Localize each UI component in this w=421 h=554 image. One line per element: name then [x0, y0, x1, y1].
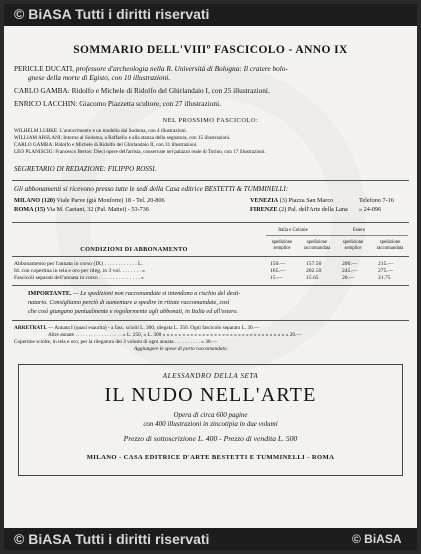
- summary-entry-author: PERICLE DUCATI,: [14, 64, 74, 73]
- next-issue-line-4: LEO PLANISCIG: Francesco Bertos: Dieci opere dell'artista, conservate nel palazzo reale di Torino, con 17 illustrazioni.: [14, 149, 266, 155]
- table-row-label: Abbonamento per l'annata in corso (IX) . . . . . . . . . . . . L.: [14, 261, 143, 267]
- summary-entry-author: ENRICO LACCHIN:: [14, 99, 78, 108]
- divider: [12, 222, 409, 223]
- table-cell: 150.—: [270, 261, 286, 267]
- table-row-label: Fascicoli separati dell'annata in corso . . . . . . . . . . . . . . . »: [14, 275, 144, 281]
- address-city: ROMA (15): [14, 206, 46, 213]
- watermark-text-top: © BiASA Tutti i diritti riservati: [14, 6, 210, 22]
- important-text: natario. Consigliamo perciò di aumentare a spedire in ritiate raccomandate, così: [28, 299, 230, 306]
- watermark-band-bottom: [4, 528, 417, 550]
- table-group-abroad: Estero: [352, 228, 366, 233]
- important-text: — Le spedizioni non raccomandate si intendono a rischio del desti-: [73, 290, 241, 297]
- important-note: [28, 290, 240, 297]
- document-page: [4, 4, 417, 550]
- table-cell: 20.—: [342, 275, 355, 281]
- book-description: con 400 illustrazioni in zincotipia in due volumi: [143, 420, 278, 428]
- divider: [12, 320, 409, 321]
- arretrati-line-2: Altre annate . . . . . . . . . . . . . . . . . . » L. 250, » L. 300 » » » » » » » » » » » » » » » » » » » » » » » » » » » » » » » » 20.—: [48, 332, 302, 338]
- table-row-label: Id. con copertina in tela e oro per rileg. in 3 vol. . . . . . . . »: [14, 268, 145, 274]
- table-cell: 21.75: [378, 275, 391, 281]
- secretary-line: SEGRETARIO DI REDAZIONE: FILIPPO ROSSI.: [14, 165, 157, 173]
- next-issue-line-3: CARLO GAMBA: Ridolfo e Michele di Ridolfo del Ghirlandaio II, con 31 illustrazioni.: [14, 142, 198, 148]
- book-author: ALESSANDRO DELLA SETA: [162, 372, 259, 380]
- table-rule: [12, 256, 409, 257]
- summary-entry-1: [14, 64, 288, 73]
- table-col-header: spedizione raccomandata: [376, 240, 404, 251]
- table-col-header: spedizione semplice: [342, 240, 364, 251]
- important-text: che così giungano puntualmente e regolarmente agli abbonati, in Italia ed all'estero.: [28, 308, 239, 315]
- next-issue-line-2: WILLIAM ARSLANI: Intorno al Sodoma, a Raffaello e alla stanza della segnatura, con 15 illustrazioni.: [14, 135, 231, 141]
- next-issue-heading: NEL PROSSIMO FASCICOLO:: [162, 117, 259, 124]
- address-venezia: [250, 197, 333, 204]
- address-firenze-tel: » 24-096: [359, 206, 382, 213]
- divider: [12, 180, 409, 181]
- table-col-header: spedizione semplice: [271, 240, 293, 251]
- important-label: IMPORTANTE.: [28, 290, 72, 297]
- arretrati-line-3: Copertine sciolte, in tela e oro, per la rilegatura dei 3 volumi di ogni annata . . . . . . . . . . » 30.—: [14, 339, 218, 345]
- summary-entry-text: Ridolfo e Michele di Ridolfo del Ghirlandaio I, con 25 illustrazioni.: [71, 86, 270, 95]
- table-rule: [12, 285, 409, 286]
- watermark-band-top: [4, 4, 417, 26]
- table-title: CONDIZIONI DI ABBONAMENTO: [80, 246, 188, 253]
- book-price: Prezzo di sottoscrizione L. 400 - Prezzo di vendita L. 500: [123, 434, 298, 443]
- table-cell: 275.—: [378, 268, 394, 274]
- address-street: (3) Piazza San Marco: [279, 197, 334, 204]
- summary-entry-2: [14, 86, 270, 95]
- table-cell: 157.50: [306, 261, 322, 267]
- next-issue-line-1: WILHELM LUBKE: L'antocrimento e un modello dal Sodoma, con 4 illustrazioni.: [14, 128, 187, 134]
- address-city: FIRENZE: [250, 206, 278, 213]
- address-roma: [14, 206, 149, 213]
- summary-entry-text: professore d'archeologia nella R. Università di Bologna: Il cratere bolo-: [75, 64, 288, 73]
- arretrati-line-4: Aggiungere le spese di porto raccomandato.: [134, 346, 228, 352]
- address-city: MILANO (120): [14, 197, 56, 204]
- address-firenze: [250, 206, 348, 213]
- address-venezia-tel: Telefono 7-16: [359, 197, 394, 204]
- table-cell: 15.65: [306, 275, 319, 281]
- arretrati-label: ARRETRATI.: [14, 325, 47, 331]
- book-description: Opera di circa 600 pagine: [173, 411, 248, 419]
- table-cell: 215.—: [378, 261, 394, 267]
- table-cell: 15.—: [270, 275, 283, 281]
- arretrati-line-1: [14, 325, 259, 331]
- table-cell: 200.—: [342, 261, 358, 267]
- address-street: (2) Pal. dell'Arte della Lana: [279, 206, 348, 213]
- summary-entry-1-cont: gnese della morte di Egisto, con 10 illustrazioni.: [28, 73, 171, 82]
- watermark-text-bottom-right: © BiASA: [352, 532, 402, 546]
- book-publisher: MILANO - CASA EDITRICE D'ARTE BESTETTI E TUMMINELLI - ROMA: [86, 454, 335, 461]
- watermark-text-bottom: © BiASA Tutti i diritti riservati: [14, 531, 210, 547]
- table-col-header: spedizione raccomandata: [303, 240, 331, 251]
- summary-entry-text: Giacomo Piazzetta scultore, con 27 illustrazioni.: [79, 99, 221, 108]
- summary-title: SOMMARIO DELL'VIIIº FASCICOLO - ANNO IX: [73, 44, 348, 56]
- table-header-rule: [266, 235, 408, 236]
- subscriptions-heading: Gli abbonamenti si ricevono presso tutte le sedi della Casa editrice BESTETTI & TUMMINELLI:: [14, 185, 289, 193]
- book-title: IL NUDO NELL'ARTE: [104, 384, 317, 406]
- address-street: Viale Parve (già Monforte) 18 - Tel. 20-806: [56, 197, 165, 204]
- address-milano: [14, 197, 165, 204]
- summary-entry-author: CARLO GAMBA:: [14, 86, 70, 95]
- table-cell: 165.—: [270, 268, 286, 274]
- table-group-italy: Italia e Colonie: [278, 228, 308, 233]
- table-cell: 202.50: [306, 268, 322, 274]
- arretrati-text: — Annata I (quasi esaurita) - a fasc. sciolti L. 300, rilegata L. 350. Ogni fascicolo separato L. 30.—: [48, 325, 260, 331]
- address-city: VENEZIA: [250, 197, 279, 204]
- summary-entry-3: [14, 99, 221, 108]
- address-street: Via M. Caetani, 32 (Pal. Mattei) - 53-736: [46, 206, 149, 213]
- table-cell: 245.—: [342, 268, 358, 274]
